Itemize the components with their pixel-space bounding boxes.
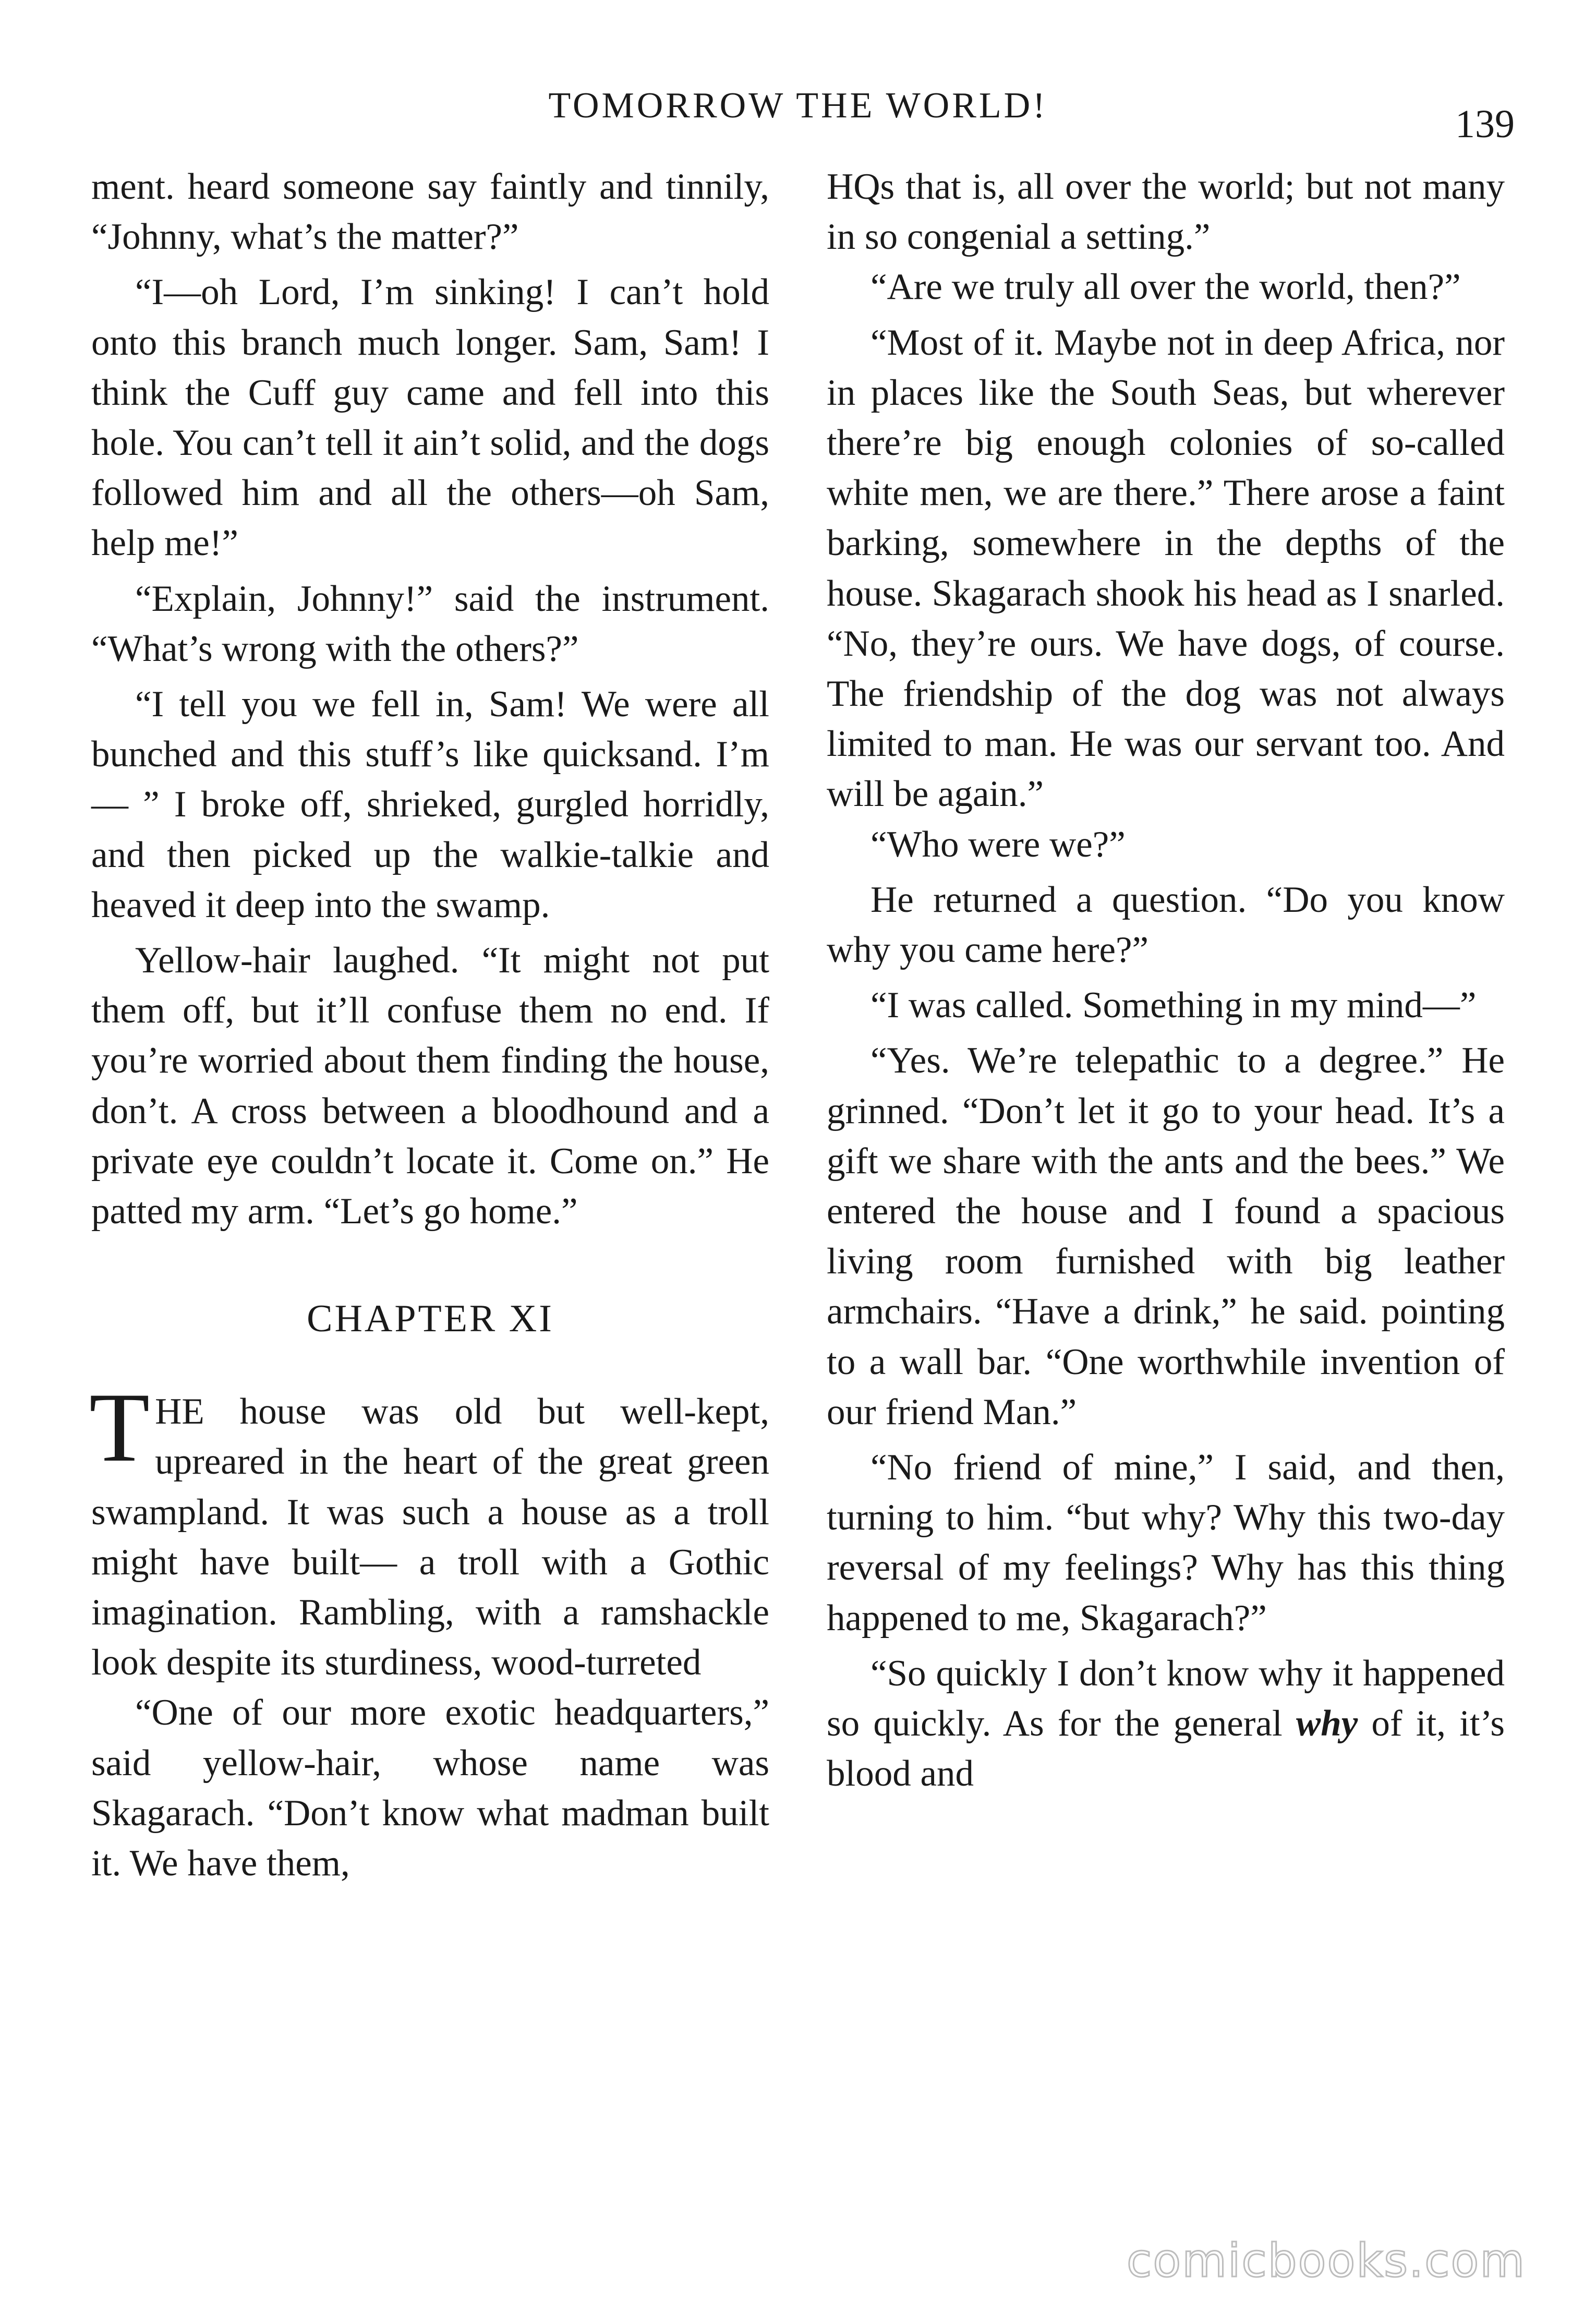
paragraph: “Who were we?”: [870, 824, 1126, 865]
paragraph: “Are we truly all over the world, then?”: [870, 267, 1461, 308]
paragraph: “One of our more exotic headquarters,” said yellow-hair, whose name was Skagarach. “Don’t know what madman built it. We have them,: [91, 1692, 769, 1884]
page-number: 139: [1455, 102, 1515, 146]
paragraph: “I tell you we fell in, Sam! We were all bunched and this stuff’s like quicksand. I’m — ” I broke off, shrieked, gurgled horridly, and then picked up the walkie-talkie and heaved it deep into the swamp.: [91, 684, 769, 925]
paragraph: ment. heard someone say faintly and tinnily, “Johnny, what’s the matter?”: [91, 166, 769, 258]
paragraph: “Most of it. Maybe not in deep Africa, nor in places like the South Seas, but wherever there’re big enough colonies of so-called white men, we are there.” There arose a faint barking, somewhere in the depths of the house. Skagarach shook his head as I snarled. “No, they’re ours. We have dogs, of course. The friendship of the dog was not always limited to man. He was our servant too. And will be again.”: [827, 322, 1505, 815]
paragraph: Yellow-hair laughed. “It might not put them off, but it’ll confuse them no end. If you’re worried about them finding the house, don’t. A cross between a bloodhound and a private eye couldn’t locate it. Come on.” He patted my arm. “Let’s go home.”: [91, 940, 769, 1232]
text-run: of it, it’s blood and: [827, 1703, 1505, 1794]
paragraph: “I was called. Something in my mind—”: [870, 985, 1477, 1026]
paragraph: “Explain, Johnny!” said the instrument. “What’s wrong with the others?”: [91, 578, 769, 669]
paragraph: “I—oh Lord, I’m sinking! I can’t hold onto this branch much longer. Sam, Sam! I think the Cuff guy came and fell into this hole. You can’t tell it ain’t solid, and the dogs followed him and all the others—oh Sam, help me!”: [91, 272, 769, 564]
paragraph: HQs that is, all over the world; but not many in so congenial a setting.”: [827, 166, 1505, 258]
paragraph: “Yes. We’re telepathic to a degree.” He grinned. “Don’t let it go to your head. It’s a gift we share with the ants and the bees.” We entered the house and I found a spacious living room furnished with big leather armchairs. “Have a drink,” he said. pointing to a wall bar. “One worthwhile invention of our friend Man.”: [827, 1040, 1505, 1432]
watermark-logo: comicbooks.com: [1127, 2234, 1526, 2287]
text-run: “So quickly I don’t know why it happened so quickly. As for the general: [827, 1653, 1505, 1744]
left-column: [91, 162, 769, 1888]
paragraph-last: [827, 1648, 1505, 1799]
emphasis-word: why: [1296, 1703, 1358, 1744]
chapter-opening-paragraph: [89, 1373, 769, 1688]
paragraph: “No friend of mine,” I said, and then, turning to him. “but why? Why this two-day reversal of my feelings? Why has this thing happened to me, Skagarach?”: [827, 1447, 1505, 1639]
paragraph: He returned a question. “Do you know why you came here?”: [827, 879, 1505, 971]
right-column: [827, 162, 1505, 1799]
drop-cap: T: [89, 1373, 150, 1483]
running-head: TOMORROW THE WORLD!: [548, 86, 1048, 126]
chapter-heading: CHAPTER XI: [307, 1297, 554, 1341]
chapter-opening-text: HE house was old but well-kept, upreared in the heart of the great green swampland. It was such a house as a troll might have built— a troll with a Gothic imagination. Rambling, with a ramshackle look despite its sturdiness, wood-turreted: [91, 1391, 769, 1683]
